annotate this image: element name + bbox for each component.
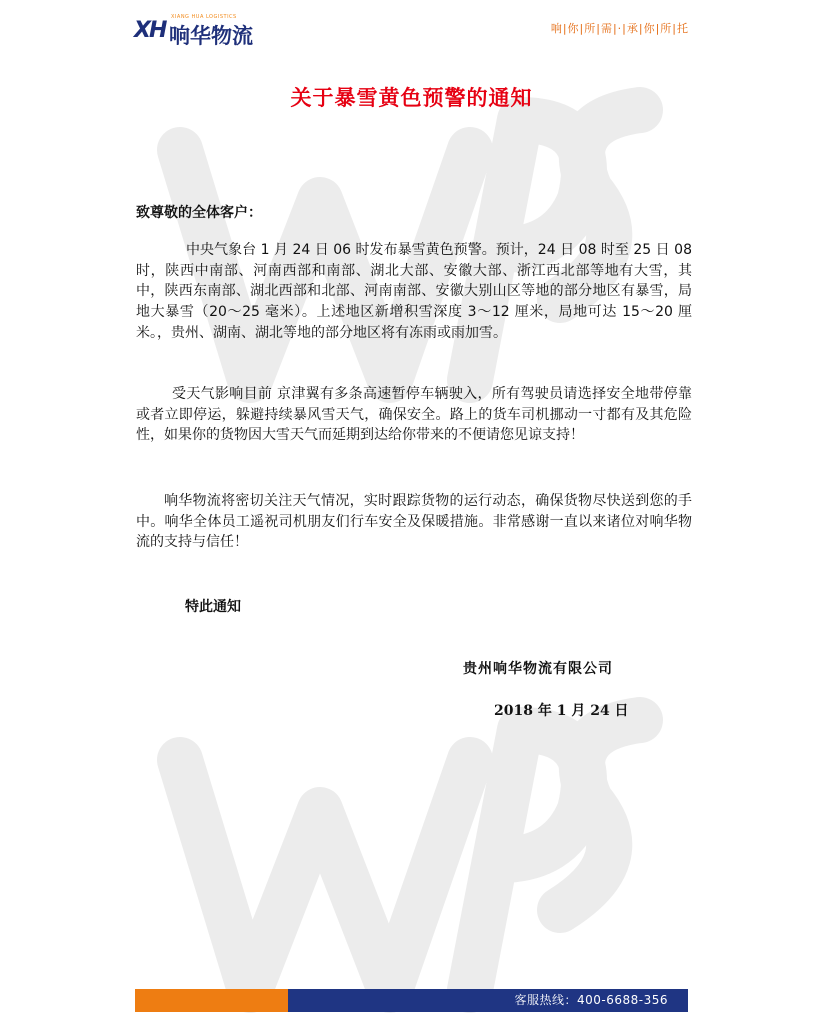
- paragraph-traffic-impact: 受天气影响目前 京津翼有多条高速暂停车辆驶入，所有驾驶员请选择安全地带停靠或者立即停运，躲避持续暴风雪天气，确保安全。路上的货车司机挪动一寸都有及其危险性，如果你的货物因大雪天气而延期到达给你带来的不便请您见谅支持！: [136, 386, 692, 444]
- logo-subtitle: XIANG HUA LOGISTICS: [171, 14, 237, 20]
- greeting: 致尊敬的全体客户：: [136, 205, 262, 221]
- closing-notice: 特此通知: [185, 599, 241, 615]
- paragraph-company-commitment: 响华物流将密切关注天气情况，实时跟踪货物的运行动态，确保货物尽快送到您的手中。响华全体员工遥祝司机朋友们行车安全及保暖措施。非常感谢一直以来诸位对响华物流的支持与信任！: [136, 493, 692, 551]
- header-slogan: 响|你|所|需|·|承|你|所|托: [550, 22, 689, 35]
- signature-company: 贵州响华物流有限公司: [463, 661, 613, 677]
- logo-name: 响华物流: [169, 24, 253, 48]
- document-title: 关于暴雪黄色预警的通知: [290, 85, 533, 110]
- company-logo: [134, 14, 284, 48]
- signature-date: 2018 年 1 月 24 日: [494, 703, 629, 719]
- footer-accent: [135, 989, 288, 1012]
- logo-mark: XH: [134, 18, 166, 43]
- footer-hotline: 客服热线：400-6688-356: [288, 989, 688, 1012]
- footer-bar: [135, 989, 688, 1012]
- paragraph-weather-warning: 中央气象台 1 月 24 日 06 时发布暴雪黄色预警。预计，24 日 08 时至 25 日 08 时，陕西中南部、河南西部和南部、湖北大部、安徽大部、浙江西北部等地有大雪，其中，陕西东南部、湖北西部和北部、河南南部、安徽大别山区等地的部分地区有暴雪，局地大暴雪（20～25 毫米）。上述地区新增积雪深度 3～12 厘米，局地可达 15～20 厘米。，贵州、湖南、湖北等地的部分地区将有冻雨或雨加雪。: [136, 242, 692, 341]
